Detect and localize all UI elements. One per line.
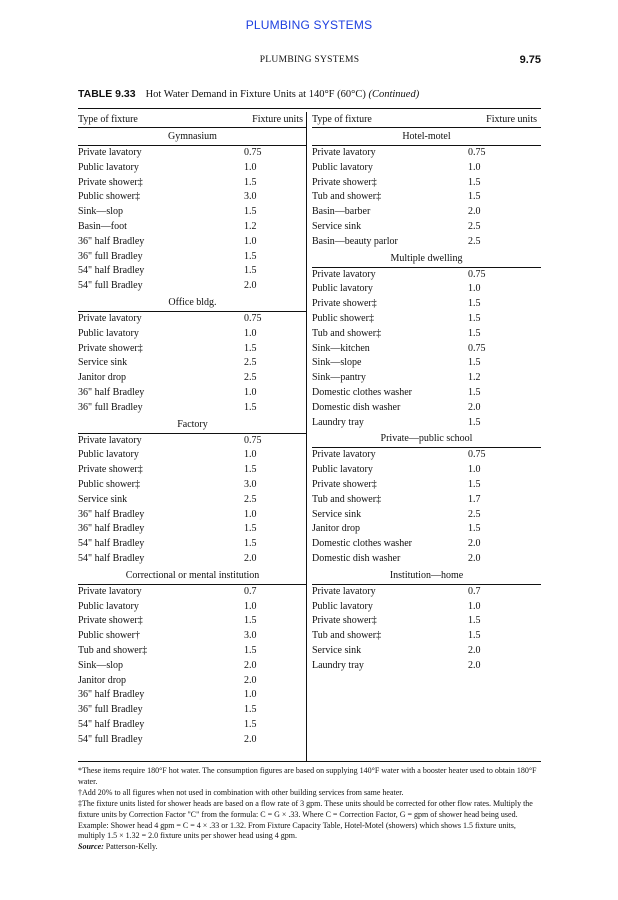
table-row [78,401,307,416]
table-row [78,220,307,235]
table-row [312,522,541,537]
fixture-units-value: 1.5 [244,206,257,218]
fixture-name: 36" half Bradley [78,523,145,535]
table-row [78,190,307,205]
table-row [78,552,307,567]
fixture-units-value: 1.0 [244,689,257,701]
table-row [312,463,541,478]
fixture-units-value: 1.5 [244,464,257,476]
table-row [78,508,307,523]
fixture-units-value: 2.0 [244,674,257,686]
table-row [78,733,307,748]
fixture-units-value: 1.5 [244,523,257,535]
table-row [78,264,307,279]
fixture-name: Tub and shower‡ [312,191,382,203]
fixture-name: 54" half Bradley [78,552,145,564]
fixture-units-value: 2.5 [244,357,257,369]
fixture-name: Laundry tray [312,416,364,428]
table-row [312,312,541,327]
fixture-name: 36" half Bradley [78,235,145,247]
fixture-units-value: 3.0 [244,191,257,203]
table-bottom-rule [78,761,541,762]
table-row [312,235,541,250]
fixture-units-value: 1.5 [244,718,257,730]
fixture-units-value: 1.5 [244,176,257,188]
table-row [78,600,307,615]
table-row [78,146,307,161]
section-heading: Gymnasium [78,128,307,146]
fixture-name: Public lavatory [78,449,139,461]
fixture-units-value: 1.5 [468,478,481,490]
table-row [78,386,307,401]
fixture-name: 54" half Bradley [78,718,145,730]
fixture-name: Sink—pantry [312,372,366,384]
fixture-name: Private shower‡ [78,615,143,627]
fixture-units-value: 1.5 [468,416,481,428]
fixture-name: Sink—kitchen [312,342,370,354]
table-row [312,205,541,220]
table-row [312,585,541,600]
fixture-name: Tub and shower‡ [78,644,148,656]
table-row [312,401,541,416]
fixture-units-value: 2.0 [244,552,257,564]
fixture-units-value: 0.75 [468,342,486,354]
fixture-name: Private shower‡ [312,478,377,490]
fixture-name: Service sink [78,493,128,505]
table-row [312,600,541,615]
fixture-units-value: 1.0 [244,600,257,612]
table-row [78,718,307,733]
table-row [78,644,307,659]
fixture-units-value: 0.75 [244,312,262,324]
table-row [312,356,541,371]
right-table-body [312,128,541,674]
fixture-units-value: 2.0 [468,538,481,550]
table-row [312,448,541,463]
table-row [78,659,307,674]
fixture-name: Basin—foot [78,220,127,232]
source-text: Patterson-Kelly. [105,842,158,852]
fixture-name: 36" half Bradley [78,508,145,520]
fixture-name: Janitor drop [78,674,127,686]
section-heading: Institution—home [312,567,541,585]
table-row [78,205,307,220]
header-fixture-units: Fixture units [486,114,537,125]
left-table-body [78,128,307,747]
section-heading: Office bldg. [78,294,307,312]
fixture-name: 36" half Bradley [78,386,145,398]
fixture-units-value: 2.5 [468,235,481,247]
table-row [312,537,541,552]
fixture-name: Laundry tray [312,659,364,671]
table-row [78,279,307,294]
fixture-units-value: 2.0 [244,659,257,671]
fixture-units-value: 2.0 [468,552,481,564]
fixture-units-value: 1.0 [244,327,257,339]
table-caption [78,88,419,100]
fixture-name: Tub and shower‡ [312,630,382,642]
footnote-star: *These items require 180°F hot water. The consumption figures are based on supplying 140°F water with a booster heater used to obtain 180°F water. [78,766,537,786]
fixture-units-value: 0.75 [244,147,262,158]
fixture-name: 54" full Bradley [78,280,143,292]
table-row [78,629,307,644]
fixture-name: Private lavatory [78,147,142,158]
fixture-units-value: 1.5 [244,401,257,413]
table-row [78,371,307,386]
fixture-name: Private lavatory [78,434,142,446]
fixture-name: 36" full Bradley [78,401,143,413]
table-row [78,522,307,537]
fixture-name: Sink—slop [78,206,124,218]
table-top-rule [78,108,541,109]
fixture-units-value: 1.0 [468,600,481,612]
fixture-units-value: 0.75 [468,268,486,280]
table-row [78,327,307,342]
fixture-name: Private lavatory [312,147,376,158]
fixture-units-value: 1.5 [468,176,481,188]
footnote-dagger: †Add 20% to all figures when not used in combination with other building services from same heater. [78,787,404,797]
fixture-units-value: 2.0 [468,401,481,413]
section-heading: Factory [78,416,307,434]
table-row [312,629,541,644]
table-row [312,493,541,508]
fixture-units-value: 1.0 [468,161,481,173]
table-left-column [78,112,307,747]
fixture-units-value: 0.75 [244,434,262,446]
fixture-name: Private shower‡ [312,176,377,188]
fixture-name: Private shower‡ [78,176,143,188]
fixture-name: 36" half Bradley [78,689,145,701]
table-row [78,674,307,689]
table-row [78,493,307,508]
fixture-units-value: 2.5 [468,220,481,232]
fixture-name: Basin—barber [312,206,371,218]
fixture-units-value: 1.5 [244,342,257,354]
fixture-units-value: 1.5 [244,265,257,277]
fixture-name: Tub and shower‡ [312,493,382,505]
fixture-units-value: 1.5 [468,630,481,642]
fixture-units-value: 1.5 [468,357,481,369]
fixture-name: Private shower‡ [312,298,377,310]
table-row [312,268,541,283]
table-right-column [312,112,541,674]
page-number: 9.75 [519,54,541,66]
fixture-name: Service sink [312,644,362,656]
column-header [78,112,307,128]
fixture-name: Private lavatory [78,312,142,324]
fixture-name: Service sink [78,357,128,369]
fixture-units-value: 1.0 [244,235,257,247]
fixture-units-value: 2.0 [244,280,257,292]
table-row [78,478,307,493]
table-row [78,448,307,463]
fixture-name: 36" full Bradley [78,250,143,262]
fixture-name: Sink—slop [78,659,124,671]
fixture-units-value: 1.5 [468,386,481,398]
header-fixture-units: Fixture units [252,114,303,125]
table-row [312,282,541,297]
fixture-units-value: 1.5 [244,250,257,262]
fixture-units-value: 1.0 [468,283,481,295]
fixture-units-value: 1.2 [468,372,481,384]
table-row [312,644,541,659]
footnotes [78,766,541,853]
fixture-name: Janitor drop [312,523,361,535]
fixture-units-value: 2.0 [468,206,481,218]
fixture-units-value: 1.5 [468,191,481,203]
fixture-name: 54" half Bradley [78,265,145,277]
fixture-name: Public lavatory [312,600,373,612]
fixture-units-value: 2.0 [468,644,481,656]
table-row [312,552,541,567]
table-row [312,146,541,161]
fixture-name: Public lavatory [312,161,373,173]
fixture-name: Public shower‡ [78,478,140,490]
table-row [78,235,307,250]
fixture-units-value: 1.5 [244,704,257,716]
fixture-name: Private shower‡ [78,342,143,354]
table-row [78,614,307,629]
fixture-units-value: 1.5 [244,644,257,656]
fixture-name: Public lavatory [78,327,139,339]
fixture-name: Private lavatory [312,449,376,461]
table-row [78,342,307,357]
table-row [78,312,307,327]
section-heading: Multiple dwelling [312,250,541,268]
fixture-units-value: 1.7 [468,493,481,505]
fixture-name: Domestic dish washer [312,552,401,564]
table-row [312,220,541,235]
fixture-name: Private lavatory [312,585,376,597]
table-row [312,371,541,386]
fixture-units-value: 1.0 [244,161,257,173]
fixture-units-value: 0.7 [244,585,257,597]
table-row [312,342,541,357]
table-row [78,356,307,371]
fixture-name: Public shower† [78,630,140,642]
header-type-of-fixture: Type of fixture [312,114,372,125]
table-label: TABLE 9.33 [78,88,136,100]
page-section-title: PLUMBING SYSTEMS [259,55,360,65]
fixture-units-value: 0.75 [468,147,486,158]
fixture-units-value: 1.0 [244,449,257,461]
fixture-units-value: 2.5 [244,493,257,505]
fixture-name: Private shower‡ [312,615,377,627]
fixture-units-value: 2.0 [244,733,257,745]
fixture-units-value: 1.2 [244,220,257,232]
fixture-name: Public shower‡ [312,312,374,324]
fixture-name: Tub and shower‡ [312,327,382,339]
table-row [312,614,541,629]
fixture-name: Basin—beauty parlor [312,235,398,247]
table-row [312,508,541,523]
fixture-units-value: 0.75 [468,449,486,461]
column-header [312,112,541,128]
table-row [312,659,541,674]
table-row [78,250,307,265]
fixture-name: Domestic clothes washer [312,386,412,398]
source-label: Source: [78,842,104,852]
fixture-name: Janitor drop [78,372,127,384]
running-head: PLUMBING SYSTEMS [245,18,373,32]
fixture-name: 36" full Bradley [78,704,143,716]
header-type-of-fixture: Type of fixture [78,114,138,125]
table-row [78,537,307,552]
fixture-name: Domestic clothes washer [312,538,412,550]
fixture-name: 54" full Bradley [78,733,143,745]
fixture-name: Public lavatory [312,283,373,295]
table-row [78,703,307,718]
table-row [312,161,541,176]
fixture-name: Public shower‡ [78,191,140,203]
source-line [78,842,541,853]
table-row [312,386,541,401]
fixture-name: 54" half Bradley [78,538,145,550]
table-row [78,161,307,176]
table-row [312,190,541,205]
table-title: Hot Water Demand in Fixture Units at 140°F (60°C) [145,89,366,100]
table-row [312,176,541,191]
page-header [78,55,541,69]
fixture-units-value: 2.5 [468,508,481,520]
table-row [312,327,541,342]
fixture-units-value: 1.5 [468,615,481,627]
table-row [312,297,541,312]
fixture-units-value: 1.0 [244,386,257,398]
table-row [78,176,307,191]
fixture-name: Public lavatory [78,161,139,173]
fixture-units-value: 1.5 [244,538,257,550]
fixture-units-value: 1.5 [468,523,481,535]
section-heading: Correctional or mental institution [78,567,307,585]
fixture-name: Public lavatory [78,600,139,612]
fixture-name: Public lavatory [312,464,373,476]
table-row [78,688,307,703]
fixture-units-value: 2.0 [468,659,481,671]
table-continued: (Continued) [368,89,420,100]
fixture-name: Private lavatory [78,585,142,597]
fixture-name: Service sink [312,508,362,520]
fixture-units-value: 2.5 [244,372,257,384]
fixture-name: Service sink [312,220,362,232]
table-row [312,478,541,493]
section-heading: Hotel-motel [312,128,541,146]
footnote-double-dagger: ‡The fixture units listed for shower heads are based on a flow rate of 3 gpm. These units should be corrected for other flow rates. Multiply the fixture units by Correction Factor "C" from the formula: C = G × .33. Where C = Correction Factor, G = gpm of shower head being used. Example: Shower head 4 gpm = C = 4 × .33 or 1.32. From Fixture Capacity Table, Hotel-Motel (showers) which shows 1.5 fixture units, multiply 1.5 × 1.32 = 2.0 fixture units per shower head using 4 gpm. [78,798,533,841]
fixture-units-value: 3.0 [244,478,257,490]
fixture-units-value: 1.5 [244,615,257,627]
table-row [78,434,307,449]
fixture-units-value: 0.7 [468,585,481,597]
fixture-units-value: 1.0 [468,464,481,476]
table-row [78,463,307,478]
fixture-name: Domestic dish washer [312,401,401,413]
table-row [312,416,541,431]
fixture-units-value: 1.5 [468,312,481,324]
table-row [78,585,307,600]
fixture-name: Private shower‡ [78,464,143,476]
fixture-units-value: 1.5 [468,298,481,310]
fixture-units-value: 3.0 [244,630,257,642]
fixture-units-value: 1.0 [244,508,257,520]
section-heading: Private—public school [312,430,541,448]
fixture-name: Sink—slope [312,357,362,369]
fixture-units-value: 1.5 [468,327,481,339]
fixture-name: Private lavatory [312,268,376,280]
